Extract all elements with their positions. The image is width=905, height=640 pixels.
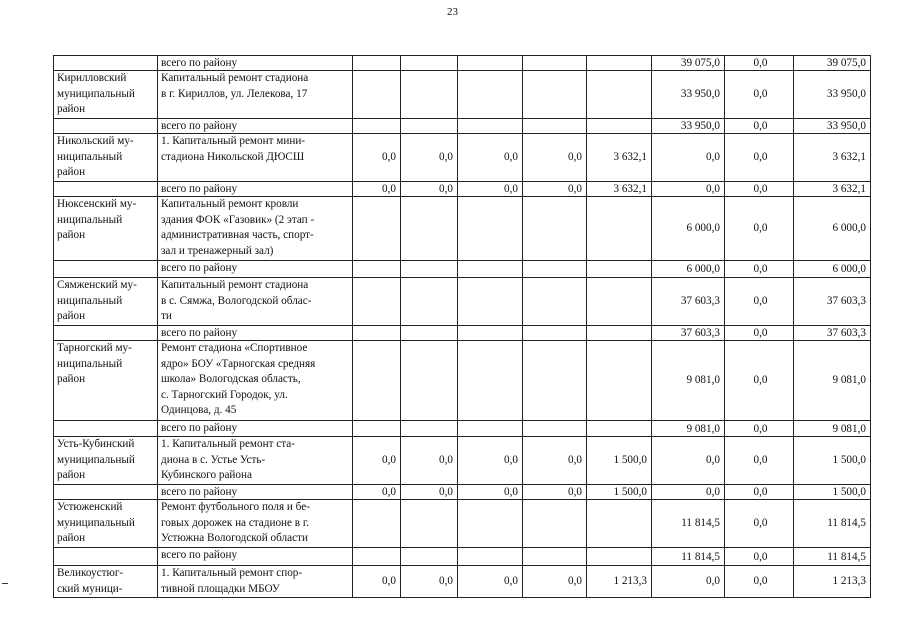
total-row xyxy=(54,261,871,278)
total-row xyxy=(54,421,871,437)
value-cell-v2 xyxy=(401,71,458,119)
value-cell-v8: 3 632,1 xyxy=(794,182,871,197)
value-cell-v4 xyxy=(523,421,587,437)
table-row xyxy=(54,71,871,119)
total-row xyxy=(54,56,871,71)
value-cell-v1 xyxy=(353,278,401,326)
value-cell-v2: 0,0 xyxy=(401,437,458,485)
value-cell-v2: 0,0 xyxy=(401,182,458,197)
value-cell-v1 xyxy=(353,197,401,261)
district-cell xyxy=(54,485,158,500)
district-line: район xyxy=(57,310,86,322)
object-line: Устюжна Вологодской области xyxy=(161,532,308,544)
value-cell-v4 xyxy=(523,119,587,134)
value-cell-v1 xyxy=(353,71,401,119)
value-cell-v2: 0,0 xyxy=(401,566,458,598)
value-cell-v3: 0,0 xyxy=(458,566,523,598)
value-cell-v5 xyxy=(587,421,652,437)
total-row xyxy=(54,548,871,566)
value-cell-v7: 0,0 xyxy=(725,326,794,341)
value-cell-v3 xyxy=(458,119,523,134)
value-cell-v4 xyxy=(523,278,587,326)
district-line: район xyxy=(57,166,86,178)
district-cell xyxy=(54,56,158,71)
district-line: муниципальный xyxy=(57,453,135,466)
object-cell xyxy=(158,341,353,421)
total-label-cell: всего по району xyxy=(158,261,353,278)
value-cell-v7: 0,0 xyxy=(725,71,794,119)
value-cell-v6: 33 950,0 xyxy=(652,71,725,119)
object-cell xyxy=(158,278,353,326)
object-line: здания ФОК «Газовик» (2 этап - xyxy=(161,213,315,226)
value-cell-v7: 0,0 xyxy=(725,261,794,278)
table-row xyxy=(54,197,871,261)
value-cell-v1 xyxy=(353,341,401,421)
value-cell-v6: 9 081,0 xyxy=(652,421,725,437)
value-cell-v8: 11 814,5 xyxy=(794,548,871,566)
value-cell-v2 xyxy=(401,548,458,566)
value-cell-v2 xyxy=(401,326,458,341)
district-cell xyxy=(54,548,158,566)
table-row xyxy=(54,437,871,485)
value-cell-v7: 0,0 xyxy=(725,119,794,134)
table-row xyxy=(54,566,871,598)
value-cell-v2 xyxy=(401,119,458,134)
district-cell xyxy=(54,500,158,548)
value-cell-v5 xyxy=(587,197,652,261)
value-cell-v6: 39 075,0 xyxy=(652,56,725,71)
object-line: административная часть, спорт- xyxy=(161,229,314,241)
object-line: школа» Вологодская область, xyxy=(161,373,301,385)
object-line: 1. Капитальный ремонт мини- xyxy=(161,135,306,147)
object-line: Капитальный ремонт кровли xyxy=(161,198,299,210)
value-cell-v8: 11 814,5 xyxy=(794,500,871,548)
district-cell xyxy=(54,197,158,261)
value-cell-v3 xyxy=(458,197,523,261)
table-row xyxy=(54,341,871,421)
total-label-cell: всего по району xyxy=(158,326,353,341)
object-line: говых дорожек на стадионе в г. xyxy=(161,516,309,529)
value-cell-v8: 33 950,0 xyxy=(794,119,871,134)
value-cell-v3 xyxy=(458,421,523,437)
value-cell-v6: 6 000,0 xyxy=(652,261,725,278)
value-cell-v8: 39 075,0 xyxy=(794,56,871,71)
value-cell-v3 xyxy=(458,278,523,326)
value-cell-v7: 0,0 xyxy=(725,548,794,566)
total-label-cell: всего по району xyxy=(158,182,353,197)
object-cell xyxy=(158,500,353,548)
value-cell-v1: 0,0 xyxy=(353,134,401,182)
value-cell-v8: 6 000,0 xyxy=(794,197,871,261)
value-cell-v1: 0,0 xyxy=(353,485,401,500)
value-cell-v4: 0,0 xyxy=(523,485,587,500)
value-cell-v7: 0,0 xyxy=(725,485,794,500)
total-label-cell: всего по району xyxy=(158,548,353,566)
value-cell-v6: 0,0 xyxy=(652,437,725,485)
value-cell-v3: 0,0 xyxy=(458,437,523,485)
value-cell-v2: 0,0 xyxy=(401,485,458,500)
object-line: Ремонт футбольного поля и бе- xyxy=(161,501,310,513)
object-line: 1. Капитальный ремонт ста- xyxy=(161,438,295,450)
value-cell-v8: 37 603,3 xyxy=(794,278,871,326)
value-cell-v5 xyxy=(587,326,652,341)
value-cell-v7: 0,0 xyxy=(725,182,794,197)
value-cell-v8: 33 950,0 xyxy=(794,71,871,119)
total-label-cell: всего по району xyxy=(158,421,353,437)
value-cell-v1: 0,0 xyxy=(353,437,401,485)
value-cell-v5 xyxy=(587,500,652,548)
value-cell-v3 xyxy=(458,341,523,421)
district-line: Усть-Кубинский xyxy=(57,438,135,450)
district-cell xyxy=(54,71,158,119)
value-cell-v4: 0,0 xyxy=(523,134,587,182)
object-line: Капитальный ремонт стадиона xyxy=(161,72,309,84)
object-line: диона в с. Устье Усть- xyxy=(161,453,266,466)
value-cell-v2 xyxy=(401,341,458,421)
object-cell xyxy=(158,437,353,485)
district-line: Кирилловский xyxy=(57,72,127,84)
value-cell-v6: 9 081,0 xyxy=(652,341,725,421)
value-cell-v6: 0,0 xyxy=(652,485,725,500)
object-line: Кубинского района xyxy=(161,469,252,481)
value-cell-v3 xyxy=(458,500,523,548)
value-cell-v7: 0,0 xyxy=(725,197,794,261)
object-line: Ремонт стадиона «Спортивное xyxy=(161,342,308,354)
district-line: район xyxy=(57,103,86,115)
value-cell-v1 xyxy=(353,326,401,341)
district-line: район xyxy=(57,229,86,241)
value-cell-v5 xyxy=(587,278,652,326)
district-line: ниципальный xyxy=(57,150,123,163)
value-cell-v4 xyxy=(523,341,587,421)
value-cell-v5 xyxy=(587,548,652,566)
value-cell-v6: 37 603,3 xyxy=(652,278,725,326)
total-label-cell: всего по району xyxy=(158,119,353,134)
budget-table xyxy=(53,55,871,598)
object-line: 1. Капитальный ремонт спор- xyxy=(161,567,303,579)
value-cell-v4 xyxy=(523,326,587,341)
value-cell-v5: 1 500,0 xyxy=(587,485,652,500)
value-cell-v4 xyxy=(523,197,587,261)
total-row xyxy=(54,326,871,341)
value-cell-v4: 0,0 xyxy=(523,182,587,197)
value-cell-v2 xyxy=(401,261,458,278)
district-line: Нюксенский му- xyxy=(57,198,137,210)
value-cell-v3 xyxy=(458,56,523,71)
value-cell-v6: 6 000,0 xyxy=(652,197,725,261)
value-cell-v3: 0,0 xyxy=(458,182,523,197)
value-cell-v3 xyxy=(458,326,523,341)
total-row xyxy=(54,182,871,197)
district-line: муниципальный xyxy=(57,516,135,529)
district-cell xyxy=(54,278,158,326)
district-line: Устюженский xyxy=(57,501,123,513)
object-line: Одинцова, д. 45 xyxy=(161,404,237,416)
value-cell-v7: 0,0 xyxy=(725,134,794,182)
value-cell-v6: 37 603,3 xyxy=(652,326,725,341)
value-cell-v6: 11 814,5 xyxy=(652,500,725,548)
total-row xyxy=(54,485,871,500)
value-cell-v5: 1 213,3 xyxy=(587,566,652,598)
value-cell-v3 xyxy=(458,261,523,278)
table-body xyxy=(54,56,871,598)
value-cell-v6: 0,0 xyxy=(652,182,725,197)
object-line: в с. Сямжа, Вологодской облас- xyxy=(161,294,312,307)
value-cell-v1 xyxy=(353,548,401,566)
object-line: Капитальный ремонт стадиона xyxy=(161,279,309,291)
district-cell xyxy=(54,326,158,341)
value-cell-v2 xyxy=(401,500,458,548)
district-line: Тарногский му- xyxy=(57,342,132,354)
value-cell-v3 xyxy=(458,71,523,119)
value-cell-v8: 37 603,3 xyxy=(794,326,871,341)
object-line: с. Тарногский Городок, ул. xyxy=(161,388,288,401)
value-cell-v4 xyxy=(523,71,587,119)
object-cell xyxy=(158,566,353,598)
value-cell-v7: 0,0 xyxy=(725,56,794,71)
total-label-cell: всего по району xyxy=(158,485,353,500)
value-cell-v5 xyxy=(587,71,652,119)
table-row xyxy=(54,500,871,548)
value-cell-v1: 0,0 xyxy=(353,182,401,197)
page-number: 23 xyxy=(447,6,458,18)
value-cell-v3 xyxy=(458,548,523,566)
district-cell xyxy=(54,566,158,598)
object-line: в г. Кириллов, ул. Лелекова, 17 xyxy=(161,87,308,100)
value-cell-v1 xyxy=(353,119,401,134)
district-cell xyxy=(54,437,158,485)
value-cell-v4 xyxy=(523,548,587,566)
value-cell-v4 xyxy=(523,500,587,548)
total-label-cell: всего по району xyxy=(158,56,353,71)
value-cell-v4 xyxy=(523,56,587,71)
value-cell-v7: 0,0 xyxy=(725,421,794,437)
value-cell-v5 xyxy=(587,56,652,71)
value-cell-v1 xyxy=(353,261,401,278)
district-line: район xyxy=(57,469,86,481)
value-cell-v5 xyxy=(587,341,652,421)
table-row xyxy=(54,278,871,326)
value-cell-v7: 0,0 xyxy=(725,500,794,548)
value-cell-v1 xyxy=(353,56,401,71)
margin-mark xyxy=(2,583,8,584)
table-row xyxy=(54,134,871,182)
value-cell-v5 xyxy=(587,119,652,134)
value-cell-v7: 0,0 xyxy=(725,341,794,421)
district-line: муниципальный xyxy=(57,87,135,100)
value-cell-v4: 0,0 xyxy=(523,437,587,485)
object-line: зал и тренажерный зал) xyxy=(161,244,274,257)
district-line: ниципальный xyxy=(57,357,123,370)
value-cell-v1 xyxy=(353,500,401,548)
district-line: район xyxy=(57,532,86,544)
district-line: ниципальный xyxy=(57,213,123,226)
district-cell xyxy=(54,261,158,278)
total-row xyxy=(54,119,871,134)
value-cell-v6: 0,0 xyxy=(652,566,725,598)
district-line: Никольский му- xyxy=(57,135,134,147)
district-cell xyxy=(54,421,158,437)
object-line: ядро» БОУ «Тарногская средняя xyxy=(161,357,316,370)
district-line: Сямженский му- xyxy=(57,279,137,291)
district-line: район xyxy=(57,373,86,385)
value-cell-v2 xyxy=(401,197,458,261)
value-cell-v6: 33 950,0 xyxy=(652,119,725,134)
value-cell-v7: 0,0 xyxy=(725,566,794,598)
district-cell xyxy=(54,134,158,182)
value-cell-v5: 3 632,1 xyxy=(587,134,652,182)
value-cell-v6: 0,0 xyxy=(652,134,725,182)
value-cell-v7: 0,0 xyxy=(725,437,794,485)
district-cell xyxy=(54,341,158,421)
district-line: Великоустюг- xyxy=(57,567,124,579)
district-line: ский муници- xyxy=(57,582,123,595)
value-cell-v5: 3 632,1 xyxy=(587,182,652,197)
value-cell-v6: 11 814,5 xyxy=(652,548,725,566)
value-cell-v8: 1 213,3 xyxy=(794,566,871,598)
value-cell-v4 xyxy=(523,261,587,278)
value-cell-v8: 9 081,0 xyxy=(794,341,871,421)
value-cell-v2 xyxy=(401,421,458,437)
value-cell-v5: 1 500,0 xyxy=(587,437,652,485)
district-cell xyxy=(54,119,158,134)
object-cell xyxy=(158,134,353,182)
value-cell-v8: 9 081,0 xyxy=(794,421,871,437)
value-cell-v2: 0,0 xyxy=(401,134,458,182)
object-cell xyxy=(158,197,353,261)
value-cell-v1 xyxy=(353,421,401,437)
object-line: тивной площадки МБОУ xyxy=(161,582,280,595)
value-cell-v8: 1 500,0 xyxy=(794,437,871,485)
value-cell-v8: 6 000,0 xyxy=(794,261,871,278)
value-cell-v8: 1 500,0 xyxy=(794,485,871,500)
value-cell-v4: 0,0 xyxy=(523,566,587,598)
value-cell-v3: 0,0 xyxy=(458,485,523,500)
value-cell-v2 xyxy=(401,278,458,326)
object-cell xyxy=(158,71,353,119)
object-line: стадиона Никольской ДЮСШ xyxy=(161,150,305,163)
value-cell-v7: 0,0 xyxy=(725,278,794,326)
district-cell xyxy=(54,182,158,197)
value-cell-v3: 0,0 xyxy=(458,134,523,182)
value-cell-v8: 3 632,1 xyxy=(794,134,871,182)
value-cell-v2 xyxy=(401,56,458,71)
object-line: ти xyxy=(161,310,172,322)
value-cell-v1: 0,0 xyxy=(353,566,401,598)
district-line: ниципальный xyxy=(57,294,123,307)
value-cell-v5 xyxy=(587,261,652,278)
